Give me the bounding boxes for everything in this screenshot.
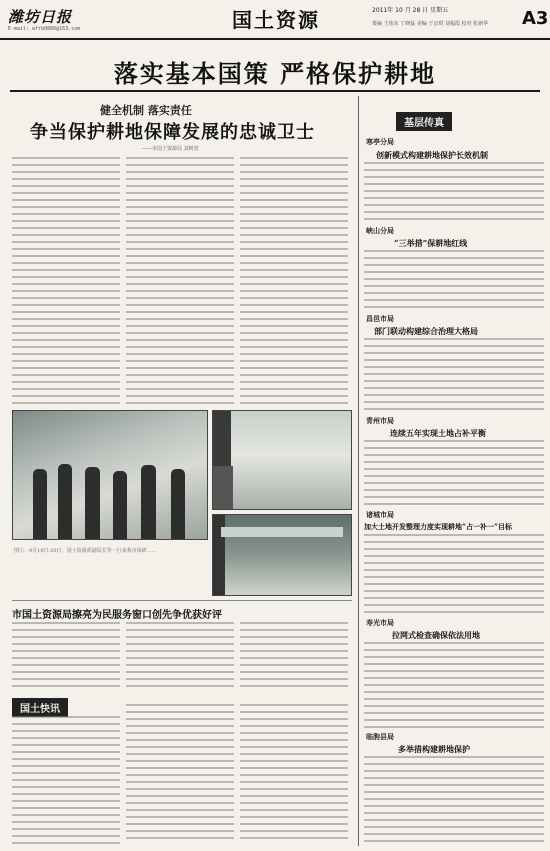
- news-flash-col-3: [240, 704, 348, 844]
- photo-caption: 图①：9月19日-20日，国土资源部副局长等一行来我市调研……: [14, 548, 157, 554]
- area-label-changyi: 昌邑市局: [366, 314, 394, 323]
- area-label-xiashan: 峡山分局: [366, 226, 394, 235]
- lead-subhead: 健全机制 落实责任: [100, 104, 192, 117]
- story-body-shouguang: [364, 642, 544, 728]
- news-flash-tag: 国土快讯: [12, 698, 68, 717]
- issue-date: 2011年 10 月 28 日 星期五: [372, 7, 449, 14]
- story-body-qingzhou: [364, 440, 544, 506]
- story-title-xiashan: “三举措”保耕地红线: [394, 238, 468, 248]
- section-divider: [12, 600, 352, 601]
- story-title-qingzhou: 连续五年实现土地占补平衡: [390, 428, 486, 438]
- area-label-linqu: 临朐县局: [366, 732, 394, 741]
- conference-photo: [212, 514, 352, 596]
- column-rule: [358, 96, 359, 846]
- story-title-changyi: 部门联动构建综合治理大格局: [374, 326, 478, 336]
- contact-email: E-mail: wfrb0806@163.com: [8, 26, 81, 32]
- second-headline: 市国土资源局擦亮为民服务窗口创先争优获好评: [12, 610, 222, 621]
- lead-body-col-1: [12, 157, 120, 407]
- field-inspection-photo: [212, 410, 352, 510]
- section-title: 国土资源: [232, 8, 320, 32]
- story-body-changyi: [364, 338, 544, 410]
- newspaper-logo: 潍坊日报: [8, 8, 73, 26]
- page-number: A3: [522, 8, 549, 29]
- story-body-hanting: [364, 162, 544, 222]
- editorial-staff: 策编 王伟东 丁晓磊 美编 于京琪 刘福霞 校对 张新华: [372, 21, 489, 27]
- area-label-shouguang: 寿光市局: [366, 618, 394, 627]
- page-header: [0, 0, 550, 40]
- lead-headline: 争当保护耕地保障发展的忠诚卫士: [30, 122, 315, 143]
- grassroots-tag: 基层传真: [396, 112, 452, 131]
- lead-body-col-3: [240, 157, 348, 407]
- news-flash-col-1: [12, 716, 120, 844]
- second-body-col-2: [126, 622, 234, 692]
- headline-banner: 落实基本国策 严格保护耕地: [113, 59, 437, 88]
- lead-byline: ——市国土资源局 刘树宽: [142, 146, 199, 152]
- second-body-col-3: [240, 622, 348, 692]
- story-title-zhucheng: 加大土地开发整理力度实现耕地“占一补一”目标: [364, 522, 513, 531]
- banner-divider: [10, 90, 540, 92]
- story-body-linqu: [364, 756, 544, 844]
- second-body-col-1: [12, 622, 120, 692]
- area-label-qingzhou: 青州市局: [366, 416, 394, 425]
- story-title-shouguang: 拉网式检查确保依法用地: [392, 630, 480, 640]
- news-flash-col-2: [126, 704, 234, 844]
- story-body-zhucheng: [364, 534, 544, 614]
- area-label-zhucheng: 诸城市局: [366, 510, 394, 519]
- lead-body-col-2: [126, 157, 234, 407]
- story-title-hanting: 创新模式构建耕地保护长效机制: [376, 150, 488, 160]
- meeting-photo: [12, 410, 208, 540]
- area-label-hanting: 寒亭分局: [366, 137, 394, 146]
- story-body-xiashan: [364, 250, 544, 310]
- story-title-linqu: 多举措构建耕地保护: [398, 744, 470, 754]
